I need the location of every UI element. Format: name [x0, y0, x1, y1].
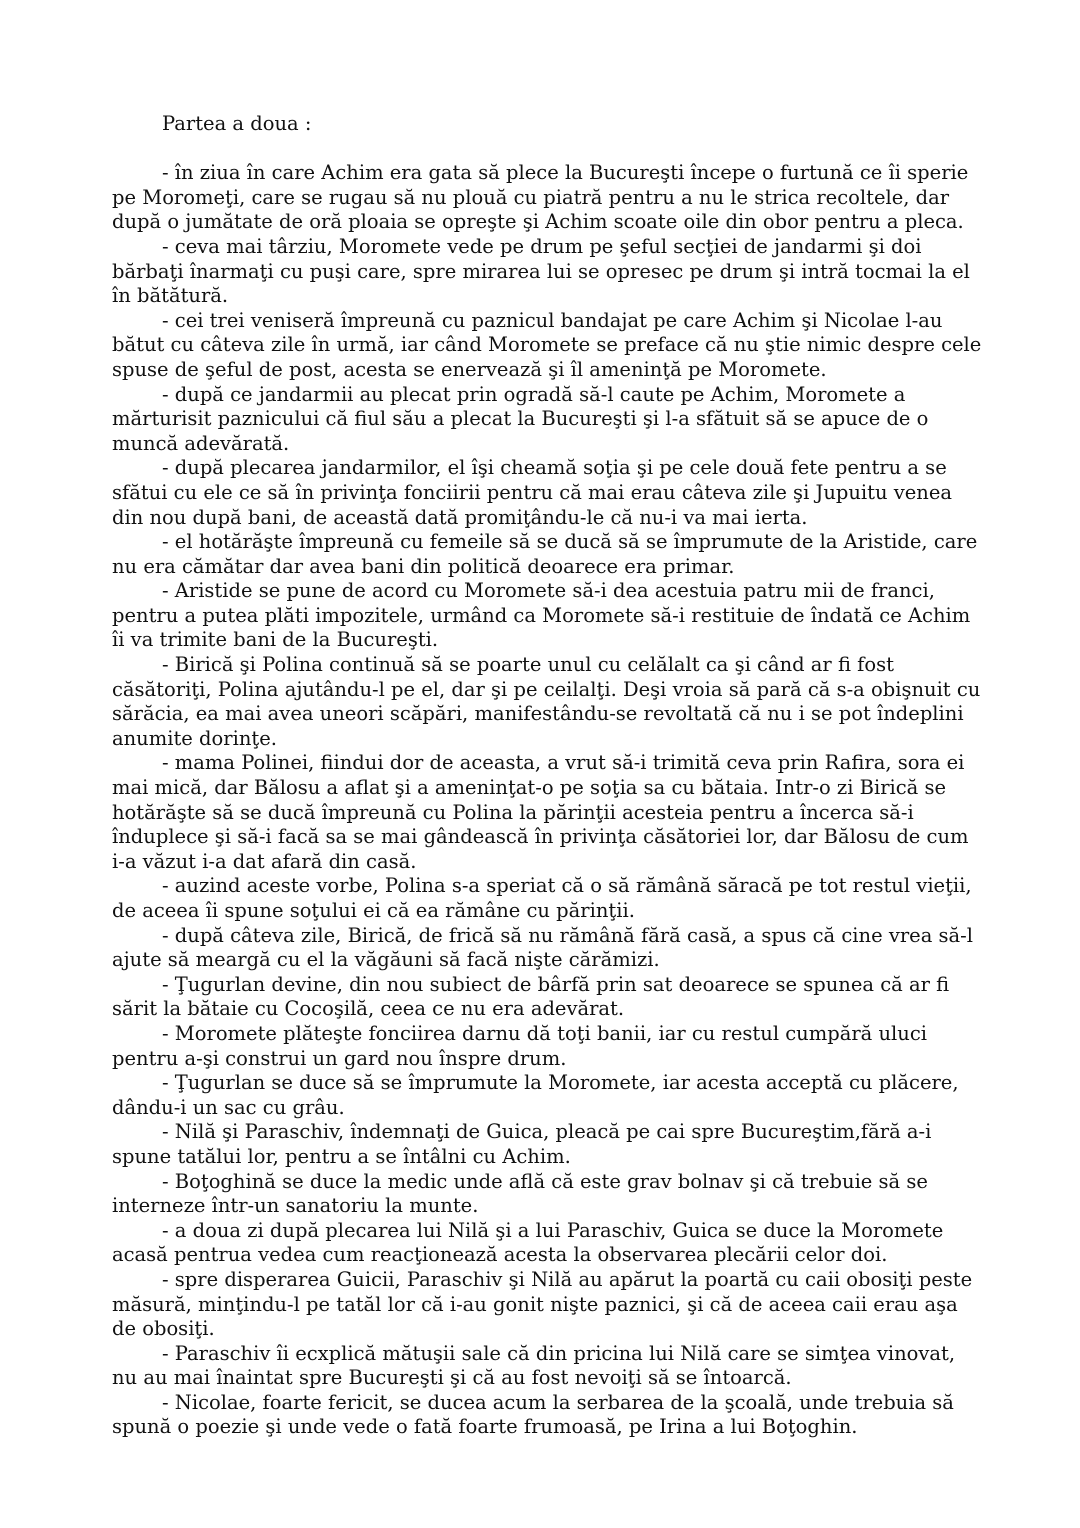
list-item: - după ce jandarmii au plecat prin ogradă să-l caute pe Achim, Moromete a mărturisit paznicului că fiul său a plecat la Bucureşti şi l-a sfătuit să se apuce de o muncă adevărată. — [112, 382, 929, 455]
list-item: - Ţugurlan se duce să se împrumute la Moromete, iar acesta acceptă cu plăcere, dându-i un sac cu grâu. — [112, 1071, 959, 1119]
list-item: - Paraschiv îi ecxplică mătuşii sale că din pricina lui Nilă care se simţea vinovat, nu au mai înaintat spre Bucureşti şi că au fost nevoiţi să se întoarcă. — [112, 1341, 956, 1390]
list-item: - el hotărăşte împreună cu femeile să se ducă să se împrumute de la Aristide, care nu era cămătar dar avea bani din politică deoarece era primar. — [112, 530, 978, 578]
list-item: - spre disperarea Guicii, Paraschiv şi Nilă au apărut la poartă cu caii obosiţi peste măsură, minţindu-l pe tatăl lor că i-au gonit nişte paznici, şi că de aceea caii erau aşa de obosiţi. — [112, 1267, 973, 1341]
section-heading: Partea a doua : — [162, 112, 312, 135]
list-item: - mama Polinei, fiindui dor de aceasta, a vrut să-i trimită ceva prin Rafira, sora ei mai mică, dar Bălosu a aflat şi a ameninţat-o pe soţia sa cu bătaia. Intr-o zi Birică se hotărăşte să se ducă împreună cu Polina la părinţii acesteia pentru a încerca să-i înduplece şi să-i facă sa se mai gândească în privinţa căsătoriei lor, dar Bălosu de cum i-a văzut i-a dat afară din casă. — [112, 751, 969, 873]
list-item: - Nicolae, foarte fericit, se ducea acum la serbarea de la şcoală, unde trebuia să spună o poezie şi unde vede o fată foarte frumoasă, pe Irina a lui Boţoghin. — [112, 1390, 954, 1439]
list-item: - a doua zi după plecarea lui Nilă şi a lui Paraschiv, Guica se duce la Moromete acasă pentrua vedea cum reacţionează acesta la observarea plecării celor doi. — [112, 1218, 944, 1267]
list-item: - Ţugurlan devine, din nou subiect de bârfă prin sat deoarece se spunea că ar fi sărit la bătaie cu Cocoşilă, ceea ce nu era adevărat. — [112, 972, 950, 1021]
list-item: - Birică şi Polina continuă să se poarte unul cu celălalt ca şi când ar fi fost căsătoriţi, Polina ajutându-l pe el, dar şi pe ceilalţi. Deşi vroia să pară că s-a obişnuit cu sărăcia, ea mai avea uneori scăpări, manifestându-se revoltată că nu i se pot îndeplini anumite dorinţe. — [112, 653, 981, 750]
list-item: - ceva mai târziu, Moromete vede pe drum pe şeful secţiei de jandarmi şi doi bărbaţi înarmaţi cu puşi care, spre mirarea lui se opresec pe drum şi intră tocmai la el în bătătură. — [112, 234, 970, 308]
list-item: - în ziua în care Achim era gata să plece la Bucureşti începe o furtună ce îi sperie pe Moromeţi, care se rugau să nu plouă cu piatră pentru a nu le strica recoltele, dar după o jumătate de oră ploaia se opreşte şi Achim scoate oile din obor pentru a pleca. — [112, 161, 969, 234]
list-item: - după plecarea jandarmilor, el îşi cheamă soţia şi pe cele două fete pentru a se sfătui cu ele ce să în privinţa fonciirii pentru că mai erau câteva zile şi Jupuitu venea din nou după bani, de această dată promiţându-le că nu-i va mai ierta. — [112, 456, 953, 529]
list-item: - cei trei veniseră împreună cu paznicul bandajat pe care Achim şi Nicolae l-au bătut cu câteva zile în urmă, iar când Moromete se preface că nu ştie nimic despre cele spuse de şeful de post, acesta se enervează şi îl ameninţă pe Moromete. — [112, 308, 982, 381]
summary-list — [112, 161, 984, 1440]
list-item: - Nilă şi Paraschiv, îndemnaţi de Guica, pleacă pe cai spre Bucureştim,fără a-i spune tatălui lor, pentru a se întâlni cu Achim. — [112, 1120, 932, 1168]
list-item: - auzind aceste vorbe, Polina s-a speriat că o să rămână săracă pe tot restul vieţii, de aceea îi spune soţului ei că ea rămâne cu părinţii. — [112, 874, 972, 922]
list-item: - după câteva zile, Birică, de frică să nu rămână fără casă, a spus că cine vrea să-l ajute să meargă cu el la văgăuni să facă nişte cărămizi. — [112, 923, 973, 972]
list-item: - Boţoghină se duce la medic unde află că este grav bolnav şi că trebuie să se interneze într-un sanatoriu la munte. — [112, 1169, 928, 1218]
list-item: - Aristide se pune de acord cu Moromete să-i dea acestuia patru mii de franci, pentru a putea plăti impozitele, urmând ca Moromete să-i restituie de îndată ce Achim îi va trimite bani de la Bucureşti. — [112, 579, 971, 652]
list-item: - Moromete plăteşte fonciirea darnu dă toţi banii, iar cu restul cumpără uluci pentru a-şi construi un gard nou înspre drum. — [112, 1021, 927, 1070]
